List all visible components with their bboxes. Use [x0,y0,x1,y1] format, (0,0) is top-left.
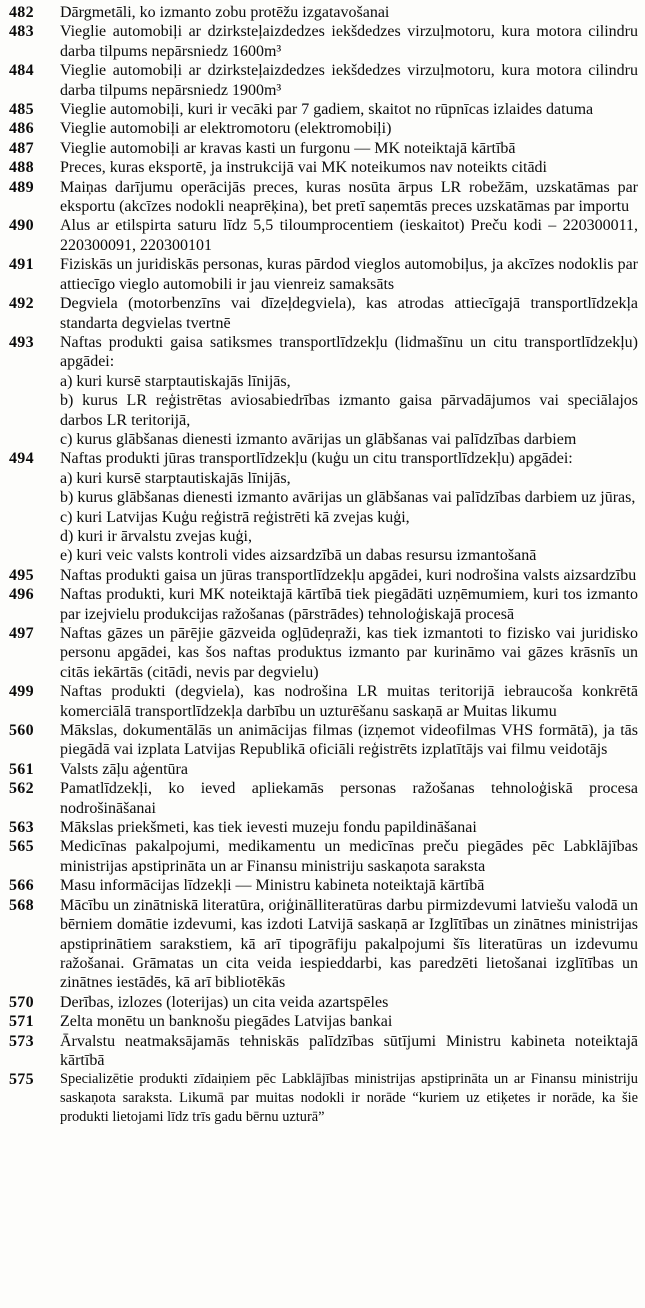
item-text: Mākslas priekšmeti, kas tiek ievesti muzeju fondu papildināšanai [60,819,477,837]
item-body [60,294,638,333]
item-body [60,449,638,565]
item-text: Vieglie automobiļi ar kravas kasti un furgonu — MK noteiktajā kārtībā [60,139,516,157]
item-number: 484 [9,62,34,80]
item-body [60,779,638,818]
list-item [0,449,638,565]
item-number: 561 [9,760,34,778]
item-number: 490 [9,217,34,235]
item-body [60,624,638,682]
item-body [60,100,638,119]
item-number: 489 [9,178,34,196]
item-number: 566 [9,877,34,895]
item-body [60,1012,638,1031]
list-item [0,760,638,779]
item-number: 565 [9,838,34,856]
item-number: 492 [9,295,34,313]
item-text: Vieglie automobiļi ar dzirksteļaizdedzes iekšdedzes virzuļmotoru, kura motora cilindru darba tilpums nepārsniedz 1600m³ [60,23,638,60]
item-text: Vieglie automobiļi ar dzirksteļaizdedzes iekšdedzes virzuļmotoru, kura motora cilindru darba tilpums nepārsniedz 1900m³ [60,62,638,99]
list-item [0,294,638,333]
item-body [60,61,638,100]
item-number: 483 [9,23,34,41]
list-item [0,585,638,624]
item-body [60,682,638,721]
item-text: Zelta monētu un banknošu piegādes Latvijas bankai [60,1013,393,1031]
item-body [60,178,638,217]
list-item [0,1032,638,1071]
item-text: Ārvalstu neatmaksājamās tehniskās palīdzības sūtījumi Ministru kabineta noteiktajā kārtībā [60,1032,638,1069]
item-body [60,216,638,255]
item-text: Mākslas, dokumentālās un animācijas filmas (izņemot videofilmas VHS formātā), ja tās piegādā vai izplata Latvijas Republikā oficiāli reģistrēts izplatītājs vai filmu veidotājs [60,722,638,759]
item-text: Specializētie produkti zīdaiņiem pēc Labklājības ministrijas apstiprināta un ar Finansu ministriju saskaņota saraksta. Likumā par muitas nodokli ir norāde “kuriem uz etiķetes ir norāde, ka šie produkti lietojami līdz trīs gadu bērnu uzturā” [60,1071,638,1125]
item-body [60,896,638,993]
item-text: Naftas produkti (degviela), kas nodrošina LR muitas teritorijā iebraucoša konkrētā komerciālā transportlīdzekļa darbību un uzturēšanu saskaņā ar Muitas likumu [60,683,638,720]
list-item [0,61,638,100]
item-number: 497 [9,625,34,642]
item-number: 575 [9,1071,34,1089]
list-item [0,566,638,585]
item-text: Vieglie automobiļi ar elektromotoru (elektromobiļi) [60,120,392,138]
item-body [60,585,638,624]
item-number: 495 [9,566,34,584]
list-item [0,22,638,61]
item-body [60,721,638,760]
item-text: Alus ar etilspirta saturu līdz 5,5 tiloumprocentiem (ieskaitot) Preču kodi – 220300011, 220300091, 220300101 [60,217,638,254]
item-body [60,566,638,585]
list-item [0,100,638,119]
item-sub-text: c) kurus glābšanas dienesti izmanto avārijas un glābšanas vai palīdzības darbiem [60,430,577,448]
list-item [0,818,638,837]
list-item [0,333,638,449]
item-number: 562 [9,780,34,798]
item-text: Medicīnas pakalpojumi, medikamentu un medicīnas preču piegādes pēc Labklājības ministrijas apstiprināta un ar Finansu ministriju saskaņota saraksta [60,838,638,875]
list-item [0,837,638,876]
item-text: Dārgmetāli, ko izmanto zobu protēžu izgatavošanai [60,4,390,21]
item-body [60,255,638,294]
item-text: Naftas produkti gaisa un jūras transportlīdzekļu apgādei, kuri nodrošina valsts aizsardzību [60,566,637,584]
list-item [0,1012,638,1031]
item-number: 488 [9,159,34,177]
item-number: 570 [9,993,34,1011]
item-number: 571 [9,1013,34,1031]
list-item [0,158,638,177]
item-number: 491 [9,256,34,274]
item-text: Naftas gāzes un pārējie gāzveida ogļūdeņraži, kas tiek izmantoti to fizisko vai juridisko personu apgādei, kas šos naftas produktus izmanto par kurināmo vai gāzes krāsnīs un citās iekārtās (citādi, nevis par degvielu) [60,625,638,681]
list-item [0,624,638,682]
item-text: Valsts zāļu aģentūra [60,760,188,778]
item-body [60,22,638,61]
item-sub-text: e) kuri veic valsts kontroli vides aizsardzībā un dabas resursu izmantošanā [60,547,537,565]
item-body [60,818,638,837]
item-number: 560 [9,722,34,740]
list-item [0,178,638,217]
item-sub-text: a) kuri kursē starptautiskajās līnijās, [60,372,291,390]
item-body [60,158,638,177]
list-item [0,721,638,760]
list-item [0,255,638,294]
numbered-items-list [0,3,638,1127]
item-sub-text: c) kuri Latvijas Kuģu reģistrā reģistrēti kā zvejas kuģi, [60,508,410,526]
item-body [60,3,638,22]
item-text: Masu informācijas līdzekļi — Ministru kabineta noteiktajā kārtībā [60,877,485,895]
item-number: 563 [9,819,34,837]
item-text: Naftas produkti, kuri MK noteiktajā kārtībā tiek piegādāti uzņēmumiem, kuri tos izmanto par izejvielu produkcijas ražošanas (pārstrādes) tehnoloģiskajā procesā [60,586,638,623]
list-item [0,876,638,895]
item-body [60,1032,638,1071]
item-body [60,876,638,895]
item-body [60,333,638,449]
list-item [0,682,638,721]
item-body [60,119,638,138]
item-sub-text: d) kuri ir ārvalstu zvejas kuģi, [60,527,252,545]
list-item [0,139,638,158]
item-body [60,993,638,1012]
item-text: Vieglie automobiļi, kuri ir vecāki par 7 gadiem, skaitot no rūpnīcas izlaides datuma [60,101,594,119]
item-number: 573 [9,1032,34,1050]
item-text: Mācību un zinātniskā literatūra, oriģinālliteratūras darbu pirmizdevumi latviešu valodā un bērniem domātie izdevumi, kas izdoti Latvijā saskaņā ar Izglītības un zinātnes ministrijas apstiprinātiem sarakstiem, kā arī tipogrāfiju pakalpojumi šīs literatūras un izdevumu ražošanai. Grāmatas un cita veida iespieddarbi, kas paredzēti lietošanai izglītības un zinātnes iestādēs, kā arī bibliotēkās [60,896,638,992]
item-number: 485 [9,101,34,119]
item-text: Preces, kuras eksportē, ja instrukcijā vai MK noteikumos nav noteikts citādi [60,159,547,177]
item-number: 494 [9,450,34,468]
item-number: 482 [9,4,34,21]
list-item [0,119,638,138]
item-text: Fiziskās un juridiskās personas, kuras pārdod vieglos automobiļus, ja akcīzes nodoklis par attiecīgo vieglo automobili ir jau vienreiz samaksāts [60,256,638,293]
item-body [60,760,638,779]
item-number: 493 [9,333,34,351]
list-item [0,216,638,255]
item-text: Derības, izlozes (loterijas) un cita veida azartspēles [60,993,389,1011]
item-text: Naftas produkti gaisa satiksmes transportlīdzekļu (lidmašīnu un citu transportlīdzekļu) apgādei: [60,333,638,371]
item-body [60,1070,638,1126]
item-sub-text: b) kurus LR reģistrētas aviosabiedrības izmanto gaisa pārvadājumos vai speciālajos darbos LR teritorijā, [60,392,638,429]
item-sub-text: b) kurus glābšanas dienesti izmanto avārijas un glābšanas vai palīdzības darbiem uz jūras, [60,489,636,507]
item-number: 496 [9,586,34,604]
item-number: 486 [9,120,34,138]
item-text: Maiņas darījumu operācijās preces, kuras nosūta ārpus LR robežām, uzskatāmas par eksportu (akcīzes nodokli neaprēķina), bet pretī saņemtās preces uzskatāmas par importu [60,178,638,216]
item-number: 499 [9,683,34,701]
list-item [0,1070,638,1126]
item-number: 487 [9,139,34,157]
item-body [60,837,638,876]
item-text: Degviela (motorbenzīns vai dīzeļdegviela), kas atrodas attiecīgajā transportlīdzekļa standarta degvielas tvertnē [60,295,638,332]
list-item [0,896,638,993]
item-text: Naftas produkti jūras transportlīdzekļu (kuģu un citu transportlīdzekļu) apgādei: [60,450,573,468]
item-sub-text: a) kuri kursē starptautiskajās līnijās, [60,469,291,487]
list-item [0,3,638,22]
list-item [0,993,638,1012]
list-item [0,779,638,818]
item-number: 568 [9,896,34,914]
item-text: Pamatlīdzekļi, ko ieved apliekamās personas ražošanas tehnoloģiskā procesa nodrošināšanai [60,780,638,817]
item-body [60,139,638,158]
